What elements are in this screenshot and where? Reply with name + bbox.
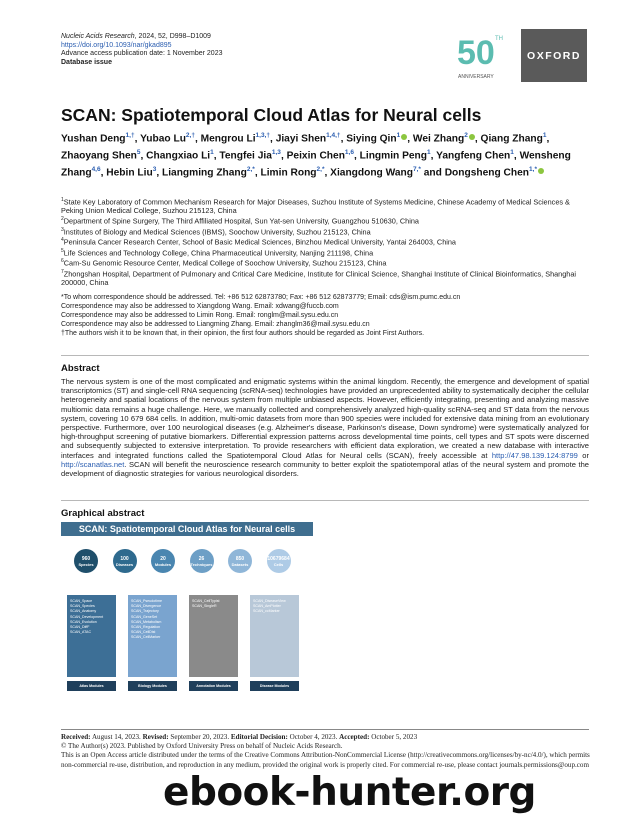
affiliation-number: 7 — [61, 268, 64, 275]
license-text: This is an Open Access article distributed under the terms of the Creative Commons Attribution-NonCommercial License (http://creativecommons.org/licenses/by-nc/4.0/), which permits non-commercial re-use, distribution, and reproduction in any medium, provided the original work is properly cited. For commercial re-use, please contact journals.permissions@oup.com — [61, 751, 590, 769]
affiliation-item — [61, 236, 591, 246]
advance-access: Advance access publication date: 1 November 2023 — [61, 50, 223, 58]
author-affiliation-marker: 3 — [152, 165, 157, 173]
module-item: SCAN_ccMarker — [253, 609, 280, 614]
author-affiliation-marker: 4,6 — [91, 165, 101, 173]
revised-date: September 20, 2023. — [170, 733, 230, 741]
orcid-icon[interactable] — [538, 168, 544, 174]
stat-label: Species — [78, 561, 94, 567]
author-affiliation-marker: 1,* — [529, 165, 537, 173]
correspondence-line: Correspondence may also be addressed to Liangming Zhang. Email: zhanglm36@mail.sysu.edu.cn — [61, 321, 370, 328]
module-item: SCAN_DiseaseView — [253, 599, 286, 603]
author-affiliation-marker: 1,4,† — [326, 132, 341, 139]
author-separator: , — [430, 150, 437, 162]
footer-divider — [61, 729, 589, 730]
affiliation-number: 3 — [61, 226, 64, 233]
received-date: August 14, 2023. — [91, 733, 141, 741]
publisher-name: OXFORD — [527, 49, 581, 62]
affiliation-number: 4 — [61, 237, 64, 244]
affiliation-number: 2 — [61, 216, 64, 223]
author-name: Siying Qin — [346, 133, 397, 145]
graphical-abstract-stats — [61, 544, 313, 578]
module-item: SCAN_Evolution — [70, 619, 97, 624]
author-separator: , — [100, 167, 107, 179]
author-name: Zhaoyang Shen — [61, 150, 137, 162]
module-item: SCAN_AmPlotter — [253, 604, 281, 609]
module-column — [67, 595, 116, 677]
correspondence — [61, 293, 591, 338]
stat-circle — [113, 549, 137, 573]
stat-value: 850 — [235, 555, 245, 562]
module-item: SCAN_Development — [70, 614, 104, 619]
accepted-date: October 5, 2023 — [371, 733, 418, 741]
stat-label: Diseases — [115, 561, 134, 567]
author-separator: , — [270, 133, 276, 145]
stat-circle — [151, 549, 175, 573]
author-name: Yangfeng Chen — [436, 150, 511, 162]
author-affiliation-marker: 1,† — [125, 132, 135, 139]
stat-value: 20 — [160, 555, 166, 562]
author-separator: , — [474, 133, 481, 145]
author-affiliation-marker: 1 — [210, 148, 214, 156]
author-affiliation-marker: 1 — [396, 132, 401, 139]
affiliation-text: Institutes of Biology and Medical Sciences (IBMS), Soochow University, Suzhou 215123, China — [63, 227, 371, 237]
author-list — [61, 129, 591, 180]
author-name: Jiayi Shen — [275, 133, 327, 145]
module-item: SCAN_SingleR — [192, 604, 217, 609]
author-affiliation-marker: 1,6 — [344, 148, 354, 156]
section-divider — [61, 500, 589, 501]
author-separator: , — [513, 150, 520, 162]
module-item: SCAN_GeneSet — [131, 614, 158, 619]
issue-label: Database issue — [61, 58, 112, 66]
module-footer: Biology Modules — [128, 681, 177, 691]
section-divider — [61, 355, 589, 356]
affiliation-text: State Key Laboratory of Common Mechanism Research for Major Diseases, Suzhou Institute of Systems Medicine, Chinese Academy of Medical Sciences & Peking Union Medical College, Suzhou 215123, China — [61, 197, 570, 216]
module-item: SCAN_Trajectory — [131, 609, 159, 614]
author-affiliation-marker: 5 — [136, 148, 141, 156]
stat-circle — [74, 549, 98, 573]
module-item: SCAN_Space — [70, 599, 93, 603]
module-item: SCAN_Pseudotime — [131, 599, 162, 603]
correspondence-line: Correspondence may also be addressed to Xiangdong Wang. Email: xdwang@fuccb.com — [61, 303, 339, 310]
author-affiliation-marker: 1 — [427, 148, 431, 156]
abstract-link-ip[interactable]: http://47.98.139.124:8799 — [491, 450, 578, 460]
doi-link[interactable]: https://doi.org/10.1093/nar/gkad895 — [61, 41, 172, 49]
author-name: Wei Zhang — [412, 133, 465, 145]
author-separator: , — [134, 133, 141, 145]
module-column — [189, 595, 238, 677]
author-name: Mengrou Li — [200, 133, 256, 145]
module-item: SCAN_CellMarker — [131, 635, 161, 640]
module-item: SCAN_Regulation — [131, 625, 161, 630]
accepted-label: Accepted: — [339, 733, 370, 741]
affiliation-item — [61, 268, 591, 287]
correspondence-line: Correspondence may also be addressed to Limin Rong. Email: ronglm@mail.sysu.edu.cn — [61, 312, 339, 319]
journal-citation: , 2024, 52, D998–D1009 — [134, 33, 211, 40]
abstract-body — [61, 377, 589, 478]
author-name: Tengfei Jia — [219, 150, 272, 162]
abstract-link-site[interactable]: http://scanatlas.net — [61, 459, 125, 469]
author-name: Xiangdong Wang — [330, 167, 413, 179]
stat-value: 10679684 — [267, 555, 290, 562]
stat-circle — [190, 549, 214, 573]
article-dates — [61, 733, 591, 742]
watermark: ebook-hunter.org — [163, 770, 536, 815]
affiliation-item — [61, 215, 591, 225]
author-separator: , — [156, 167, 162, 179]
module-footer: Annotation Modules — [189, 681, 238, 691]
author-separator: and — [420, 167, 445, 179]
graphical-abstract-heading: Graphical abstract — [61, 508, 145, 519]
decision-date: October 4, 2023. — [289, 733, 338, 741]
author-separator: , — [140, 150, 147, 162]
journal-name: Nucleic Acids Research — [61, 33, 135, 40]
author-affiliation-marker: 1,3 — [271, 148, 281, 156]
revised-label: Revised: — [142, 733, 169, 741]
module-column — [128, 595, 177, 677]
author-name: Wensheng Zhang — [61, 150, 571, 179]
module-item: SCAN_CellDist — [131, 630, 156, 635]
author-affiliation-marker: 1 — [510, 148, 514, 156]
correspondence-line: †The authors wish it to be known that, in their opinion, the first four authors should be regarded as Joint First Authors. — [61, 330, 425, 337]
stat-value: 960 — [81, 555, 91, 562]
paper-title: SCAN: Spatiotemporal Cloud Atlas for Neural cells — [61, 105, 482, 125]
anniversary-logo — [455, 28, 511, 84]
stat-circle — [267, 549, 291, 573]
module-item: SCAN_Anatomy — [70, 609, 97, 614]
copyright-line: © The Author(s) 2023. Published by Oxford University Press on behalf of Nucleic Acids Research. — [61, 742, 343, 751]
module-item: SCAN_ATAC — [70, 630, 92, 635]
affiliation-number: 1 — [61, 197, 64, 203]
affiliation-number: 5 — [61, 247, 64, 254]
author-separator: , — [280, 150, 287, 162]
module-item: SCAN_Divergence — [131, 604, 162, 609]
module-item: SCAN_Metabolism — [131, 619, 162, 624]
author-name: Qiang Zhang — [480, 133, 543, 145]
received-label: Received: — [61, 733, 91, 741]
affiliation-item — [61, 247, 591, 257]
stat-label: Modules — [154, 561, 172, 567]
author-affiliation-marker: 2,* — [246, 165, 255, 173]
author-separator: , — [340, 133, 347, 145]
author-separator: , — [353, 150, 360, 162]
affiliation-item — [61, 257, 591, 267]
author-name: Peixin Chen — [286, 150, 345, 162]
author-name: Liangming Zhang — [161, 167, 247, 179]
author-name: Hebin Liu — [106, 167, 153, 179]
affiliations — [61, 196, 591, 287]
author-affiliation-marker: 2,† — [185, 132, 195, 139]
abstract-heading: Abstract — [61, 363, 100, 374]
module-column — [250, 595, 299, 677]
oxford-logo — [521, 29, 587, 82]
affiliation-text: Cam-Su Genomic Resource Center, Medical College of Soochow University, Suzhou 215123, China — [63, 258, 387, 268]
author-name: Yubao Lu — [140, 133, 186, 145]
stat-circle — [228, 549, 252, 573]
correspondence-line: *To whom correspondence should be addressed. Tel: +86 512 62873780; Fax: +86 512 62873779; Email: cds@ism.pumc.edu.cn — [61, 294, 461, 301]
author-affiliation-marker: 1,3,† — [255, 132, 271, 139]
module-footer: Atlas Modules — [67, 681, 116, 691]
stat-label: Cells — [273, 561, 284, 567]
abstract-or: or — [577, 450, 589, 460]
abstract-text-end: . SCAN will benefit the neuroscience research community to better exploit the spatiotemporal atlas of the neural system and promote the development of diagnostic strategies for various neurological disorders. — [61, 459, 589, 479]
affiliation-item — [61, 226, 591, 236]
journal-header — [61, 33, 223, 67]
module-item: SCAN_DiffF — [70, 625, 90, 630]
author-affiliation-marker: 7,* — [412, 165, 421, 173]
article-footer — [61, 733, 591, 770]
author-separator: , — [213, 150, 220, 162]
affiliation-text: Life Sciences and Technology College, China Pharmaceutical University, Nanjing 211198, China — [63, 248, 374, 258]
graphical-abstract-banner: SCAN: Spatiotemporal Cloud Atlas for Neural cells — [61, 522, 313, 536]
stat-label: Techniques — [190, 561, 213, 567]
affiliation-text: Zhongshan Hospital, Department of Pulmonary and Critical Care Medicine, Institute for Clinical Science, Shanghai Institute of Clinical Bioinformatics, Shanghai 200000, China — [61, 268, 577, 287]
author-affiliation-marker: 2,* — [316, 165, 325, 173]
author-name: Lingmin Peng — [359, 150, 427, 162]
module-item: SCAN_Species — [70, 604, 95, 609]
author-separator: , — [546, 133, 550, 145]
module-item: SCAN_CellTypist — [192, 599, 220, 603]
stat-value: 100 — [120, 555, 129, 562]
anniversary-suffix: TH — [495, 36, 503, 42]
abstract-text: The nervous system is one of the most complicated and enigmatic systems within the animal kingdom. Recently, the emergence and development of spatial transcriptomics (ST) and single-cell RNA sequencing (scRNA-seq) technologies have provided an unprecedented ability to systematically decipher the cellular heterogeneity and spatial locations of the nervous system from multiple unbiased aspects. However, efficiently integrating, presenting and analyzing massive multiomic data remains a huge challenge. Here, we manually collected and comprehensively analyzed high-quality scRNA-seq and ST data from the nervous system, covering 10 679 684 cells. In addition, multi-omic datasets from more than 900 species were included for extensive data mining from an evolutionary perspective. Furthermore, over 100 neurological diseases (e.g. Alzheimer's disease, Parkinson's disease, Down syndrome) were systematically analyzed for high-throughput screening of putative biomarkers. Differential expression patterns across developmental time points, cell types and ST spots were discerned and subsequently subjected to extensive interpretation. To provide researchers with efficient data exploration, we created a new database with interactive interfaces and integrated functions called the Spatiotemporal Cloud Atlas for Neural cells (SCAN), freely accessible at — [61, 377, 589, 460]
author-separator: , — [407, 133, 413, 145]
anniversary-number: 50 — [457, 34, 495, 72]
author-name: Yushan Deng — [61, 133, 126, 145]
author-name: Dongsheng Chen — [444, 167, 530, 179]
author-separator: , — [324, 167, 331, 179]
anniversary-label: ANNIVERSARY — [458, 74, 494, 80]
decision-label: Editorial Decision: — [230, 733, 288, 741]
author-name: Changxiao Li — [146, 150, 211, 162]
author-separator: , — [194, 133, 201, 145]
affiliation-text: Department of Spine Surgery, The Third Affiliated Hospital, Sun Yat-sen University, Guangzhou 510630, China — [63, 216, 419, 226]
affiliation-number: 6 — [61, 258, 64, 265]
graphical-abstract-modules — [61, 595, 313, 693]
affiliation-item — [61, 196, 591, 215]
author-affiliation-marker: 1 — [542, 132, 547, 139]
stat-value: 26 — [198, 555, 205, 562]
author-separator: , — [254, 167, 261, 179]
affiliation-text: Peninsula Cancer Research Center, School of Basic Medical Sciences, Binzhou Medical University, Yantai 264003, China — [63, 237, 456, 247]
stat-label: Datasets — [231, 561, 249, 567]
module-footer: Disease Modules — [250, 681, 299, 691]
author-name: Limin Rong — [260, 167, 317, 179]
author-affiliation-marker: 2 — [464, 132, 468, 139]
